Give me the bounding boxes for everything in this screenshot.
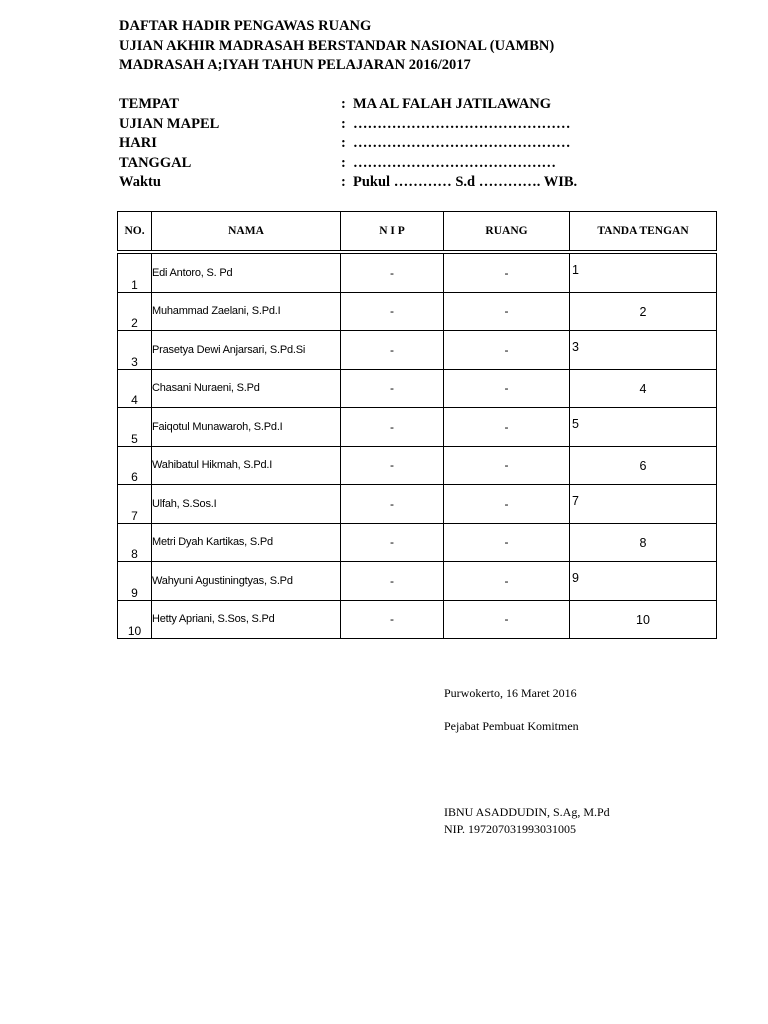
signature-number: 4 [639, 381, 647, 396]
cell-nama: Prasetya Dewi Anjarsari, S.Pd.Si [152, 331, 341, 370]
cell-ruang: - [444, 331, 570, 370]
cell-nip: - [341, 523, 444, 562]
cell-tanda-tangan[interactable] [570, 485, 717, 524]
info-colon: : [341, 154, 346, 171]
document-header [119, 17, 554, 76]
cell-no: 5 [118, 408, 152, 447]
signature-number: 3 [572, 340, 579, 354]
column-header-tanda-tangan: TANDA TENGAN [570, 212, 717, 253]
cell-tanda-tangan[interactable] [570, 562, 717, 601]
cell-ruang: - [444, 252, 570, 292]
cell-ruang: - [444, 408, 570, 447]
cell-ruang: - [444, 292, 570, 331]
table-row [118, 600, 717, 639]
table-row [118, 523, 717, 562]
column-header-nama: NAMA [152, 212, 341, 253]
cell-nip: - [341, 600, 444, 639]
info-colon: : [341, 115, 346, 132]
info-value: Pukul ………… S.d …………. WIB. [353, 174, 578, 190]
table-row [118, 408, 717, 447]
info-value: ……………………………………… [353, 115, 571, 132]
cell-tanda-tangan[interactable] [570, 369, 717, 408]
cell-nip: - [341, 562, 444, 601]
cell-ruang: - [444, 485, 570, 524]
cell-tanda-tangan[interactable] [570, 600, 717, 639]
cell-no: 3 [118, 331, 152, 370]
info-colon: : [341, 174, 346, 190]
info-label: Waktu [119, 174, 161, 190]
cell-nama: Wahyuni Agustiningtyas, S.Pd [152, 562, 341, 601]
cell-ruang: - [444, 446, 570, 485]
info-label: UJIAN MAPEL [119, 115, 220, 132]
table-row [118, 562, 717, 601]
signature-number: 9 [572, 571, 579, 585]
table-row [118, 292, 717, 331]
signature-number: 6 [639, 458, 647, 473]
signature-number: 5 [572, 417, 579, 431]
column-header-ruang: RUANG [444, 212, 570, 253]
cell-tanda-tangan[interactable] [570, 446, 717, 485]
cell-no: 8 [118, 523, 152, 562]
table-header-row [118, 212, 717, 253]
cell-no: 2 [118, 292, 152, 331]
signature-number: 2 [639, 304, 647, 319]
cell-no: 6 [118, 446, 152, 485]
cell-no: 7 [118, 485, 152, 524]
cell-ruang: - [444, 600, 570, 639]
cell-nip: - [341, 252, 444, 292]
cell-nip: - [341, 485, 444, 524]
cell-no: 10 [118, 600, 152, 639]
info-label: HARI [119, 135, 157, 151]
cell-nama: Ulfah, S.Sos.I [152, 485, 341, 524]
place-date: Purwokerto, 16 Maret 2016 [444, 686, 577, 700]
cell-nama: Metri Dyah Kartikas, S.Pd [152, 523, 341, 562]
signature-number: 7 [572, 494, 579, 508]
cell-ruang: - [444, 523, 570, 562]
info-label: TANGGAL [119, 154, 192, 171]
info-value: MA AL FALAH JATILAWANG [353, 96, 552, 112]
cell-tanda-tangan[interactable] [570, 252, 717, 292]
attendance-table [117, 211, 717, 639]
cell-nama: Faiqotul Munawaroh, S.Pd.I [152, 408, 341, 447]
table-row [118, 485, 717, 524]
cell-nama: Edi Antoro, S. Pd [152, 252, 341, 292]
table-row [118, 252, 717, 292]
cell-nip: - [341, 331, 444, 370]
title-line-2: UJIAN AKHIR MADRASAH BERSTANDAR NASIONAL (UAMBN) [119, 37, 555, 54]
cell-no: 9 [118, 562, 152, 601]
info-colon: : [341, 135, 346, 151]
cell-nama: Chasani Nuraeni, S.Pd [152, 369, 341, 408]
column-header-nip: N I P [341, 212, 444, 253]
cell-nama: Wahibatul Hikmah, S.Pd.I [152, 446, 341, 485]
cell-nip: - [341, 369, 444, 408]
cell-nip: - [341, 408, 444, 447]
info-colon: : [341, 96, 346, 112]
cell-tanda-tangan[interactable] [570, 523, 717, 562]
info-value: ……………………………………… [353, 135, 571, 151]
table-row [118, 446, 717, 485]
table-row [118, 331, 717, 370]
cell-tanda-tangan[interactable] [570, 292, 717, 331]
title-line-3: MADRASAH A;IYAH TAHUN PELAJARAN 2016/2017 [119, 57, 471, 73]
signature-number: 8 [639, 535, 647, 550]
cell-tanda-tangan[interactable] [570, 331, 717, 370]
cell-nip: - [341, 446, 444, 485]
signer-name: IBNU ASADDUDIN, S.Ag, M.Pd [444, 805, 610, 819]
cell-tanda-tangan[interactable] [570, 408, 717, 447]
cell-ruang: - [444, 369, 570, 408]
signer-position: Pejabat Pembuat Komitmen [444, 719, 579, 733]
signer-nip: NIP. 197207031993031005 [444, 822, 577, 836]
cell-no: 4 [118, 369, 152, 408]
table-row [118, 369, 717, 408]
title-line-1: DAFTAR HADIR PENGAWAS RUANG [119, 18, 372, 34]
cell-ruang: - [444, 562, 570, 601]
cell-nama: Muhammad Zaelani, S.Pd.I [152, 292, 341, 331]
signature-number: 10 [636, 612, 650, 627]
signature-number: 1 [572, 263, 579, 277]
cell-nip: - [341, 292, 444, 331]
column-header-no: NO. [118, 212, 152, 253]
cell-nama: Hetty Apriani, S.Sos, S.Pd [152, 600, 341, 639]
cell-no: 1 [118, 252, 152, 292]
info-value: …………………………………… [353, 154, 556, 171]
info-label: TEMPAT [119, 96, 179, 112]
